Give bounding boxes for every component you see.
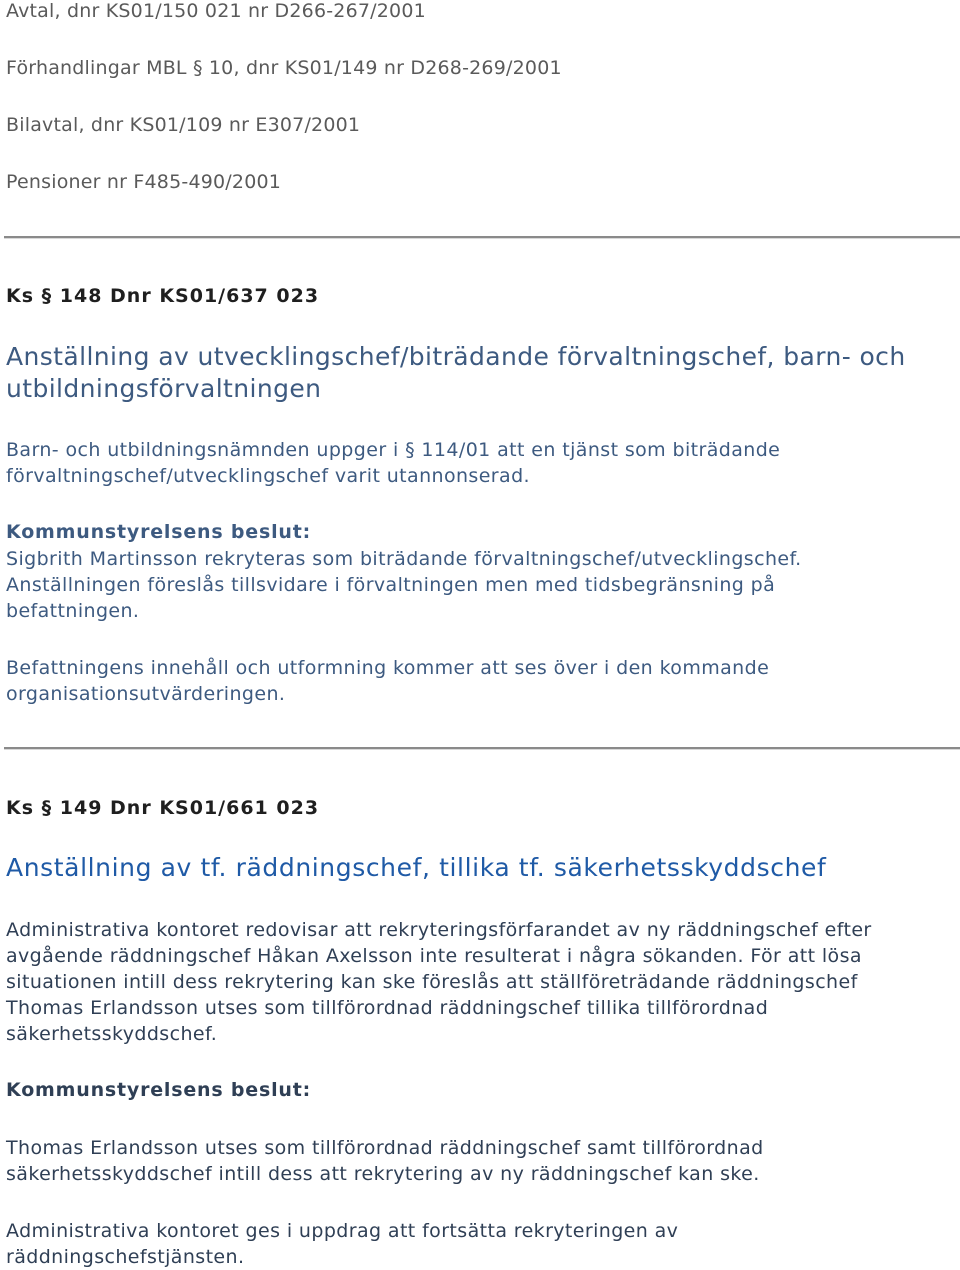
section-149-title: Anställning av tf. räddningschef, tillika tf. säkerhetsskyddschef — [6, 853, 827, 882]
section-149-beslut-line-1: Thomas Erlandsson utses som tillförordnad räddningschef samt tillförordnad — [6, 1137, 764, 1159]
section-148-beslut-line-1: Sigbrith Martinsson rekryteras som biträdande förvaltningschef/utvecklingschef. — [6, 548, 802, 570]
section-148-beslut-line-2: Anställningen föreslås tillsvidare i förvaltningen men med tidsbegränsning på — [6, 574, 776, 596]
section-149-extra-line-1: Administrativa kontoret ges i uppdrag att fortsätta rekryteringen av — [6, 1220, 679, 1242]
section-149-intro-line-3: situationen intill dess rekrytering kan ske föreslås att ställföreträdande räddningschef — [6, 971, 858, 993]
section-149-extra-line-2: räddningschefstjänsten. — [6, 1246, 245, 1268]
section-149-intro-line-5: säkerhetsskyddschef. — [6, 1023, 218, 1045]
section-148-heading: Ks § 148 Dnr KS01/637 023 — [6, 285, 320, 307]
header-line-pensioner: Pensioner nr F485-490/2001 — [6, 171, 282, 193]
section-148-extra-line-2: organisationsutvärderingen. — [6, 683, 286, 705]
section-148-beslut-label: Kommunstyrelsens beslut: — [6, 521, 311, 543]
section-149-intro-line-2: avgående räddningschef Håkan Axelsson inte resulterat i några sökanden. För att lösa — [6, 945, 862, 967]
header-line-avtal: Avtal, dnr KS01/150 021 nr D266-267/2001 — [6, 0, 426, 22]
section-divider — [4, 747, 960, 750]
section-148-extra-line-1: Befattningens innehåll och utformning kommer att ses över i den kommande — [6, 657, 770, 679]
section-149-intro-line-1: Administrativa kontoret redovisar att rekryteringsförfarandet av ny räddningschef efter — [6, 919, 872, 941]
section-148-title-line-2: utbildningsförvaltningen — [6, 374, 322, 403]
section-divider — [4, 236, 960, 239]
section-149-beslut-line-2: säkerhetsskyddschef intill dess att rekrytering av ny räddningschef kan ske. — [6, 1163, 760, 1185]
header-line-bilavtal: Bilavtal, dnr KS01/109 nr E307/2001 — [6, 114, 361, 136]
section-149-heading: Ks § 149 Dnr KS01/661 023 — [6, 797, 320, 819]
section-148-intro-line-1: Barn- och utbildningsnämnden uppger i § 114/01 att en tjänst som biträdande — [6, 439, 781, 461]
section-149-intro-line-4: Thomas Erlandsson utses som tillförordnad räddningschef tillika tillförordnad — [6, 997, 769, 1019]
section-149-beslut-label: Kommunstyrelsens beslut: — [6, 1079, 311, 1101]
section-148-beslut-line-3: befattningen. — [6, 600, 140, 622]
header-line-forhandlingar: Förhandlingar MBL § 10, dnr KS01/149 nr D268-269/2001 — [6, 57, 562, 79]
section-148-title-line-1: Anställning av utvecklingschef/biträdande förvaltningschef, barn- och — [6, 342, 906, 371]
section-148-intro-line-2: förvaltningschef/utvecklingschef varit utannonserad. — [6, 465, 530, 487]
